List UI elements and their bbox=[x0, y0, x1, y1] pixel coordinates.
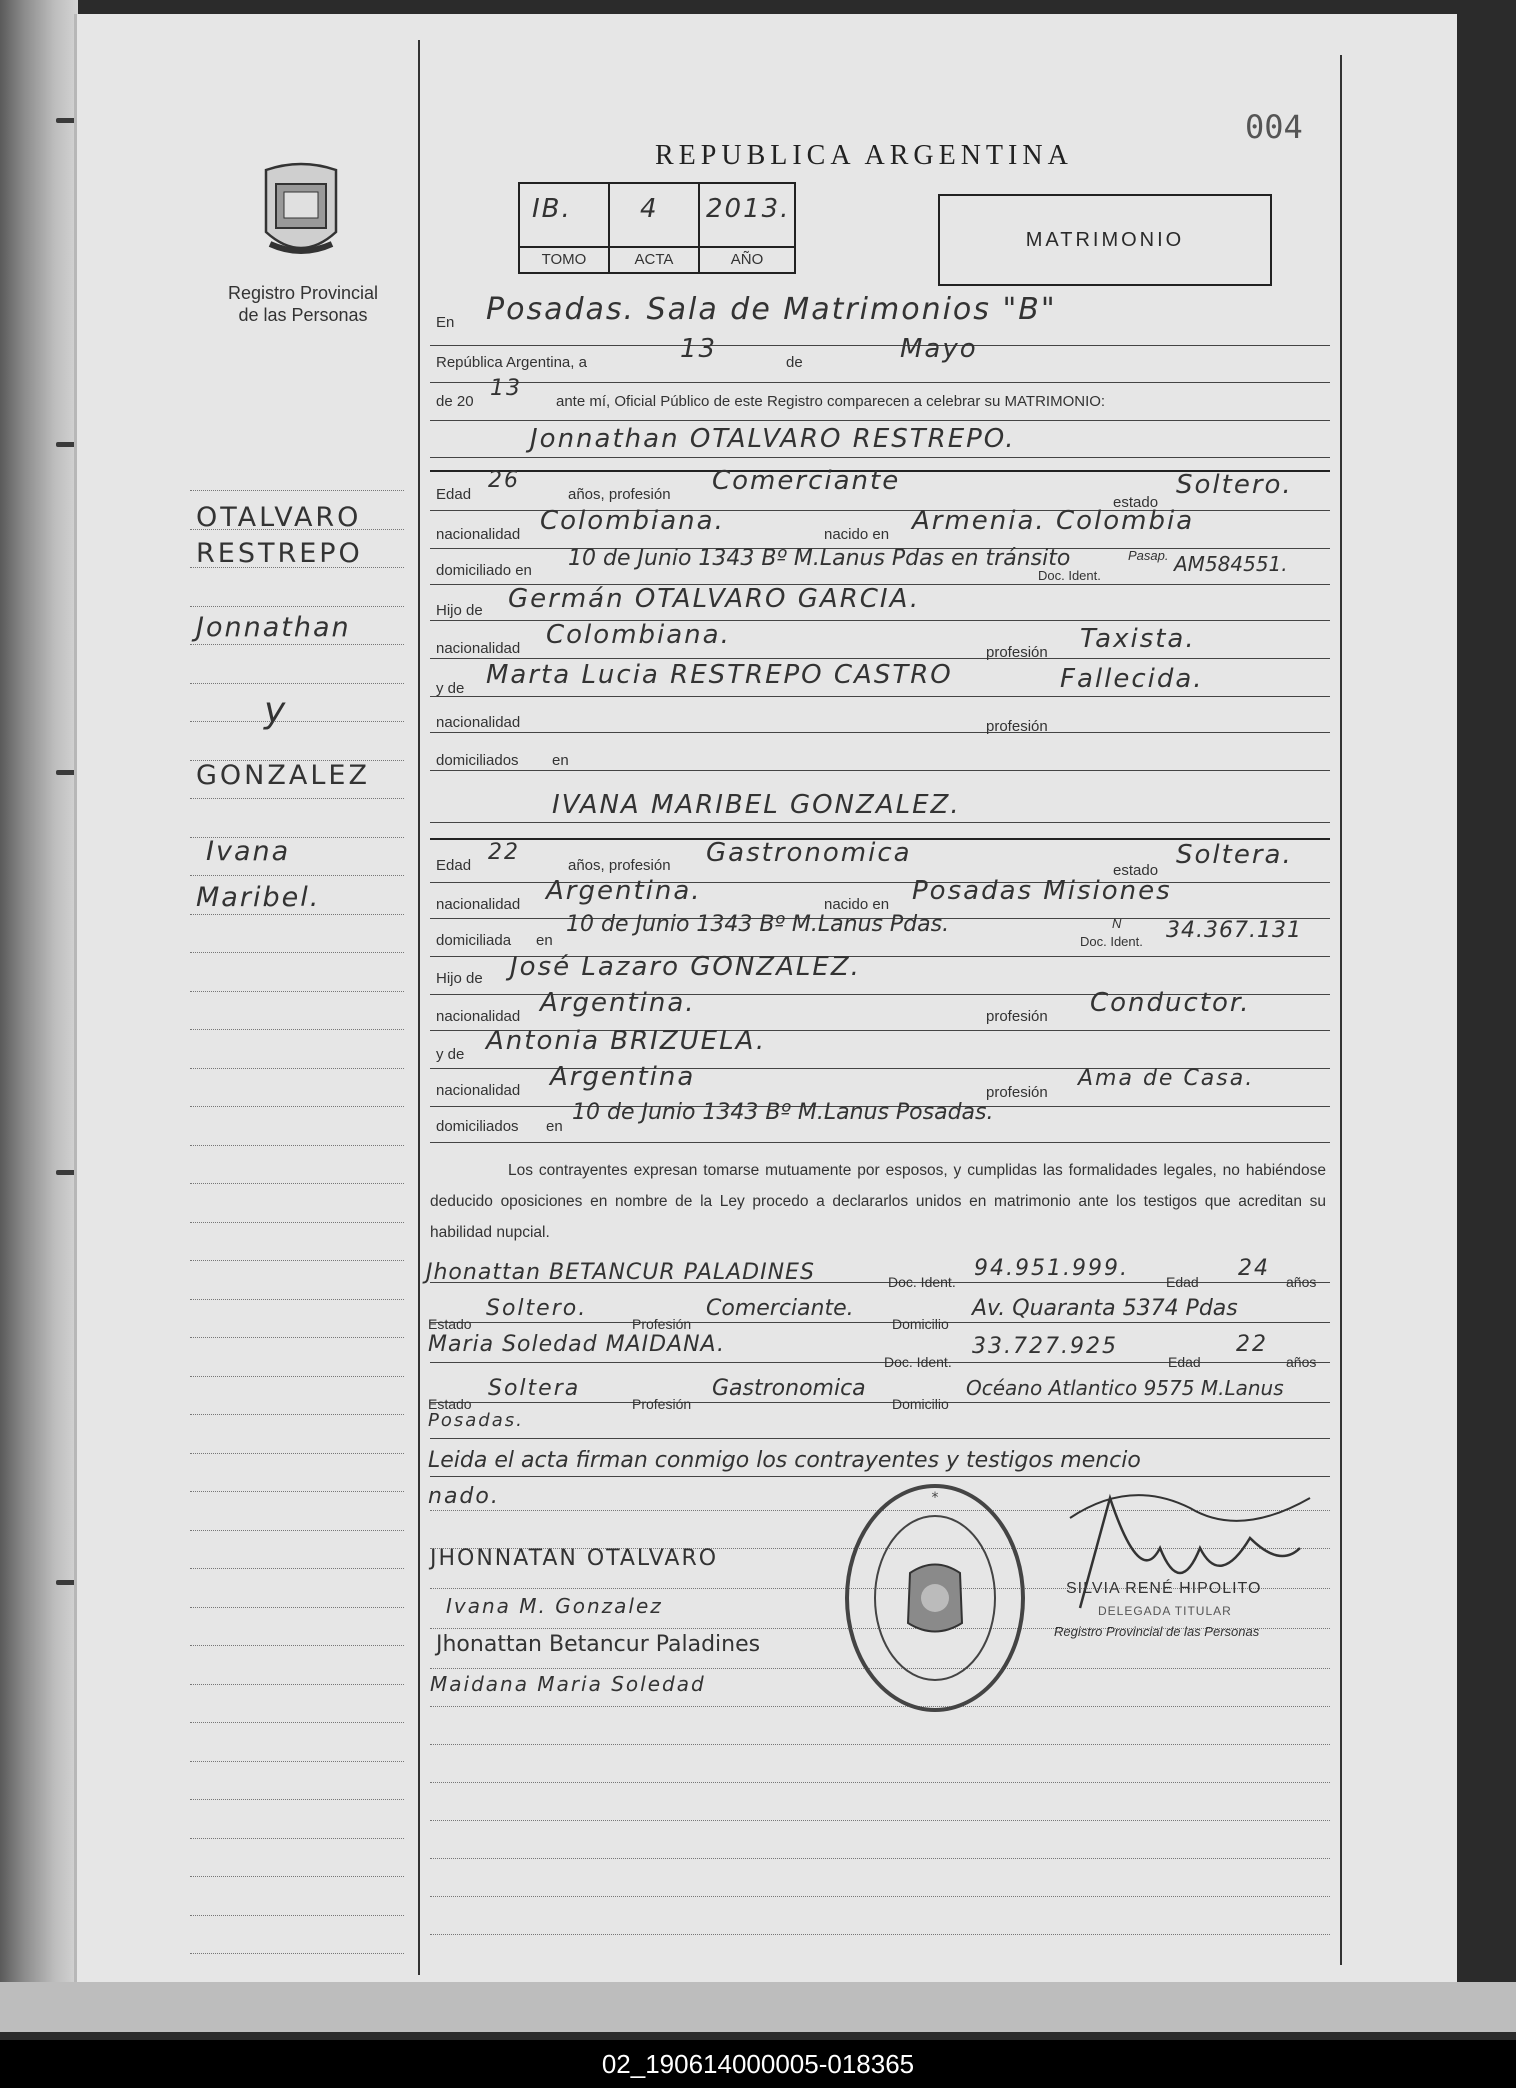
republica-label: República Argentina, a bbox=[436, 354, 587, 371]
witness2-profesion: Gastronomica bbox=[712, 1376, 866, 1401]
witness2-estado-label: Estado bbox=[428, 1396, 472, 1412]
bride-edad-label: Edad bbox=[436, 857, 472, 874]
ruled-line bbox=[430, 1142, 1330, 1143]
groom-padre: Germán OTALVARO GARCIA. bbox=[508, 584, 921, 614]
ruled-line bbox=[430, 1896, 1330, 1897]
groom-dom-label: domiciliado en bbox=[436, 562, 532, 579]
groom-padre-label: Hijo de bbox=[436, 602, 483, 619]
acta-value: 4 bbox=[640, 194, 659, 224]
place-value: Posadas. Sala de Matrimonios "B" bbox=[486, 292, 1057, 327]
margin-dotted-line bbox=[190, 1838, 404, 1839]
registry-line1: Registro Provincial bbox=[227, 283, 379, 303]
official-stamp-icon bbox=[840, 1478, 1030, 1718]
margin-dotted-line bbox=[190, 1299, 404, 1300]
margin-dotted-line bbox=[190, 952, 404, 953]
bride-padre-label: Hijo de bbox=[436, 970, 483, 987]
right-rule bbox=[1340, 55, 1342, 1965]
bride-estado: Soltera. bbox=[1176, 840, 1293, 870]
bride-padre-nac-label: nacionalidad bbox=[436, 1008, 521, 1025]
signature-witness1: Jhonattan Betancur Paladines bbox=[436, 1632, 761, 1657]
groom-estado: Soltero. bbox=[1176, 470, 1293, 500]
groom-domicilio: 10 de Junio 1343 Bº M.Lanus Pdas en tránsito bbox=[568, 546, 1071, 571]
bride-doc-type: N bbox=[1112, 916, 1122, 931]
witness2-dom-label: Domicilio bbox=[892, 1396, 949, 1412]
ruled-line bbox=[430, 770, 1330, 771]
witness1-dom-label: Domicilio bbox=[892, 1316, 949, 1332]
bride-madre-prof: Ama de Casa. bbox=[1078, 1066, 1255, 1091]
margin-note-bride-surname: GONZALEZ bbox=[196, 760, 370, 791]
groom-madre-nac-label: nacionalidad bbox=[436, 714, 521, 731]
groom-madre-estado: Fallecida. bbox=[1060, 664, 1204, 694]
bride-padres-en-label: en bbox=[546, 1118, 563, 1135]
margin-dotted-line bbox=[190, 1068, 404, 1069]
bride-doc: 34.367.131 bbox=[1166, 918, 1302, 943]
witness1-doc-label: Doc. Ident. bbox=[888, 1274, 956, 1290]
signature-bride: Ivana M. Gonzalez bbox=[446, 1594, 663, 1618]
groom-doc-label: Doc. Ident. bbox=[1038, 568, 1101, 583]
bride-edad: 22 bbox=[488, 840, 520, 865]
witness1-doc: 94.951.999. bbox=[974, 1256, 1129, 1281]
tomo-label: TOMO bbox=[520, 246, 608, 272]
witness2-prof-label: Profesión bbox=[632, 1396, 692, 1412]
bride-domicilio: 10 de Junio 1343 Bº M.Lanus Pdas. bbox=[566, 912, 950, 937]
groom-nacido: Armenia. Colombia bbox=[912, 506, 1195, 536]
footer-id: 02_190614000005-018365 bbox=[0, 2040, 1516, 2088]
ruled-line bbox=[430, 1934, 1330, 1935]
svg-text:*: * bbox=[931, 1490, 939, 1506]
witness2-name: Maria Soledad MAIDANA. bbox=[428, 1332, 725, 1357]
margin-dotted-line bbox=[190, 683, 404, 684]
bride-madre-prof-label: profesión bbox=[986, 1084, 1048, 1101]
margin-dotted-line bbox=[190, 1799, 404, 1800]
ruled-line bbox=[430, 382, 1330, 383]
margin-dotted-line bbox=[190, 798, 404, 799]
margin-rule bbox=[418, 40, 420, 1975]
witness2-edad: 22 bbox=[1236, 1332, 1268, 1357]
groom-edad: 26 bbox=[488, 468, 520, 493]
groom-edad-label: Edad bbox=[436, 486, 472, 503]
groom-padre-nac-label: nacionalidad bbox=[436, 640, 521, 657]
bride-padre-prof: Conductor. bbox=[1090, 988, 1251, 1018]
bride-madre-label: y de bbox=[436, 1046, 465, 1063]
en-label: En bbox=[436, 314, 455, 331]
year-suffix: 13 bbox=[490, 376, 522, 401]
bride-nacionalidad: Argentina. bbox=[546, 876, 702, 906]
bride-madre-nac: Argentina bbox=[550, 1062, 696, 1092]
witness1-domicilio: Av. Quaranta 5374 Pdas bbox=[972, 1296, 1238, 1321]
groom-profesion: Comerciante bbox=[712, 466, 901, 496]
groom-madre-label: y de bbox=[436, 680, 465, 697]
bride-nacido-label: nacido en bbox=[824, 896, 890, 913]
groom-nacido-label: nacido en bbox=[824, 526, 890, 543]
margin-dotted-line bbox=[190, 914, 404, 915]
groom-prof-label: años, profesión bbox=[568, 486, 671, 503]
acta-label: ACTA bbox=[610, 246, 698, 272]
groom-doc: AM584551. bbox=[1174, 552, 1288, 576]
ruled-line bbox=[430, 1820, 1330, 1821]
signature-groom: JHONNATAN OTALVARO bbox=[430, 1546, 719, 1571]
anio-value: 2013. bbox=[706, 194, 791, 224]
groom-padre-nac: Colombiana. bbox=[546, 620, 731, 650]
margin-dotted-line bbox=[190, 1222, 404, 1223]
de-label: de bbox=[786, 354, 803, 371]
groom-nacionalidad: Colombiana. bbox=[540, 506, 725, 536]
year-prefix: de 20 bbox=[436, 393, 474, 410]
scanner-strip bbox=[0, 1982, 1516, 2032]
official-name: SILVIA RENÉ HIPOLITO bbox=[1066, 1580, 1262, 1597]
margin-dotted-line bbox=[190, 1145, 404, 1146]
margin-dotted-line bbox=[190, 1684, 404, 1685]
ruled-line bbox=[430, 658, 1330, 659]
ruled-line bbox=[430, 1858, 1330, 1859]
witness2-edad-label: Edad bbox=[1168, 1354, 1201, 1370]
margin-dotted-line bbox=[190, 1106, 404, 1107]
margin-dotted-line bbox=[190, 606, 404, 607]
record-box bbox=[518, 182, 796, 274]
province-seal-icon bbox=[258, 162, 344, 267]
bride-nac-label: nacionalidad bbox=[436, 896, 521, 913]
witness2-anos-label: años bbox=[1286, 1354, 1317, 1370]
groom-doc-type: Pasap. bbox=[1128, 548, 1169, 563]
bride-name: IVANA MARIBEL GONZALEZ. bbox=[552, 790, 961, 820]
tomo-value: IB. bbox=[532, 194, 572, 224]
bride-padre-prof-label: profesión bbox=[986, 1008, 1048, 1025]
month-value: Mayo bbox=[900, 334, 978, 364]
margin-dotted-line bbox=[190, 1260, 404, 1261]
bride-padres-dom-label: domiciliados bbox=[436, 1118, 519, 1135]
margin-dotted-line bbox=[190, 1607, 404, 1608]
margin-note-surname2: RESTREPO bbox=[196, 538, 363, 569]
official-title: DELEGADA TITULAR bbox=[1098, 1604, 1232, 1618]
witness1-estado-label: Estado bbox=[428, 1316, 472, 1332]
witness1-anos-label: años bbox=[1286, 1274, 1317, 1290]
bride-padres-dom: 10 de Junio 1343 Bº M.Lanus Posadas. bbox=[572, 1100, 994, 1125]
registry-name bbox=[200, 282, 406, 326]
margin-note-groom-first: Jonnathan bbox=[196, 612, 351, 643]
ruled-line bbox=[430, 420, 1330, 421]
record-type-box: MATRIMONIO bbox=[938, 194, 1272, 286]
signature-witness2: Maidana Maria Soledad bbox=[430, 1672, 706, 1696]
margin-note-bride-middle: Maribel. bbox=[196, 882, 321, 913]
witness1-estado: Soltero. bbox=[486, 1296, 588, 1321]
ruled-line bbox=[430, 1476, 1330, 1477]
ruled-line bbox=[430, 1744, 1330, 1745]
witness1-name: Jhonattan BETANCUR PALADINES bbox=[426, 1260, 815, 1285]
groom-padres-en-label: en bbox=[552, 752, 569, 769]
closing-line1: Leida el acta firman conmigo los contrayentes y testigos mencio bbox=[428, 1448, 1141, 1473]
groom-padre-prof: Taxista. bbox=[1080, 624, 1196, 654]
groom-name: Jonnathan OTALVARO RESTREPO. bbox=[530, 424, 1016, 454]
ruled-line bbox=[430, 1402, 1330, 1403]
margin-dotted-line bbox=[190, 490, 404, 491]
ruled-line bbox=[430, 1322, 1330, 1323]
ruled-line bbox=[430, 345, 1330, 346]
anio-label: AÑO bbox=[700, 246, 794, 272]
witness2-domicilio-cont: Posadas. bbox=[428, 1410, 524, 1431]
margin-dotted-line bbox=[190, 1953, 404, 1954]
witness1-prof-label: Profesión bbox=[632, 1316, 692, 1332]
groom-padre-prof-label: profesión bbox=[986, 644, 1048, 661]
margin-dotted-line bbox=[190, 1722, 404, 1723]
bride-madre: Antonia BRIZUELA. bbox=[486, 1026, 767, 1056]
bride-prof-label: años, profesión bbox=[568, 857, 671, 874]
margin-dotted-line bbox=[190, 1376, 404, 1377]
margin-dotted-line bbox=[190, 1761, 404, 1762]
groom-madre: Marta Lucia RESTREPO CASTRO bbox=[486, 660, 953, 690]
ruled-line bbox=[430, 696, 1330, 697]
witness1-edad: 24 bbox=[1238, 1256, 1270, 1281]
witness2-doc: 33.727.925 bbox=[972, 1334, 1118, 1359]
margin-dotted-line bbox=[190, 721, 404, 722]
margin-note-bride-first: Ivana bbox=[206, 836, 291, 867]
margin-dotted-line bbox=[190, 875, 404, 876]
ruled-line bbox=[430, 822, 1330, 823]
margin-dotted-line bbox=[190, 1029, 404, 1030]
registry-line2: de las Personas bbox=[238, 305, 368, 325]
groom-estado-label: estado bbox=[1113, 494, 1159, 511]
bride-nacido: Posadas Misiones bbox=[912, 876, 1172, 906]
witness2-estado: Soltera bbox=[488, 1376, 581, 1401]
margin-note-surname1: OTALVARO bbox=[196, 502, 362, 533]
witness1-profesion: Comerciante. bbox=[706, 1296, 854, 1321]
bride-estado-label: estado bbox=[1113, 862, 1159, 879]
day-value: 13 bbox=[680, 334, 718, 364]
margin-dotted-line bbox=[190, 1183, 404, 1184]
official-registry: Registro Provincial de las Personas bbox=[1054, 1624, 1260, 1639]
margin-dotted-line bbox=[190, 1453, 404, 1454]
bride-padre: José Lazaro GONZALEZ. bbox=[510, 952, 861, 982]
ruled-line bbox=[430, 732, 1330, 733]
groom-nac-label: nacionalidad bbox=[436, 526, 521, 543]
closing-line2: nado. bbox=[428, 1484, 500, 1509]
bride-madre-nac-label: nacionalidad bbox=[436, 1082, 521, 1099]
groom-madre-prof-label: profesión bbox=[986, 718, 1048, 735]
ruled-line bbox=[430, 457, 1330, 458]
bride-profesion: Gastronomica bbox=[706, 838, 912, 868]
witness2-doc-label: Doc. Ident. bbox=[884, 1354, 952, 1370]
groom-padres-dom-label: domiciliados bbox=[436, 752, 519, 769]
margin-dotted-line bbox=[190, 1915, 404, 1916]
declaration-text: Los contrayentes expresan tomarse mutuamente por esposos, y cumplidas las formalidades legales, no habiéndose deducido oposiciones en nombre de la Ley procedo a declararlos unidos en matrimonio ante los testigos que acreditan su habilidad nupcial. bbox=[430, 1162, 1326, 1241]
margin-dotted-line bbox=[190, 1645, 404, 1646]
witness1-edad-label: Edad bbox=[1166, 1274, 1199, 1290]
margin-dotted-line bbox=[190, 1876, 404, 1877]
margin-note-conjunction: y bbox=[264, 690, 288, 731]
bride-doc-label: Doc. Ident. bbox=[1080, 934, 1143, 949]
margin-dotted-line bbox=[190, 1568, 404, 1569]
sheet-number: 004 bbox=[1245, 108, 1303, 146]
binder-edge bbox=[0, 0, 78, 2000]
bride-dom-en-label: en bbox=[536, 932, 553, 949]
bride-padre-nac: Argentina. bbox=[540, 988, 696, 1018]
margin-dotted-line bbox=[190, 1530, 404, 1531]
country-title: REPUBLICA ARGENTINA bbox=[655, 140, 1073, 171]
margin-dotted-line bbox=[190, 644, 404, 645]
margin-dotted-line bbox=[190, 1337, 404, 1338]
margin-dotted-line bbox=[190, 1414, 404, 1415]
bride-dom-label: domiciliada bbox=[436, 932, 512, 949]
ruled-line bbox=[430, 1782, 1330, 1783]
intro-text: ante mí, Oficial Público de este Registro comparecen a celebrar su MATRIMONIO: bbox=[556, 393, 1106, 410]
margin-dotted-line bbox=[190, 991, 404, 992]
witness2-domicilio: Océano Atlantico 9575 M.Lanus bbox=[966, 1376, 1284, 1400]
ruled-line bbox=[430, 1438, 1330, 1439]
margin-dotted-line bbox=[190, 1491, 404, 1492]
